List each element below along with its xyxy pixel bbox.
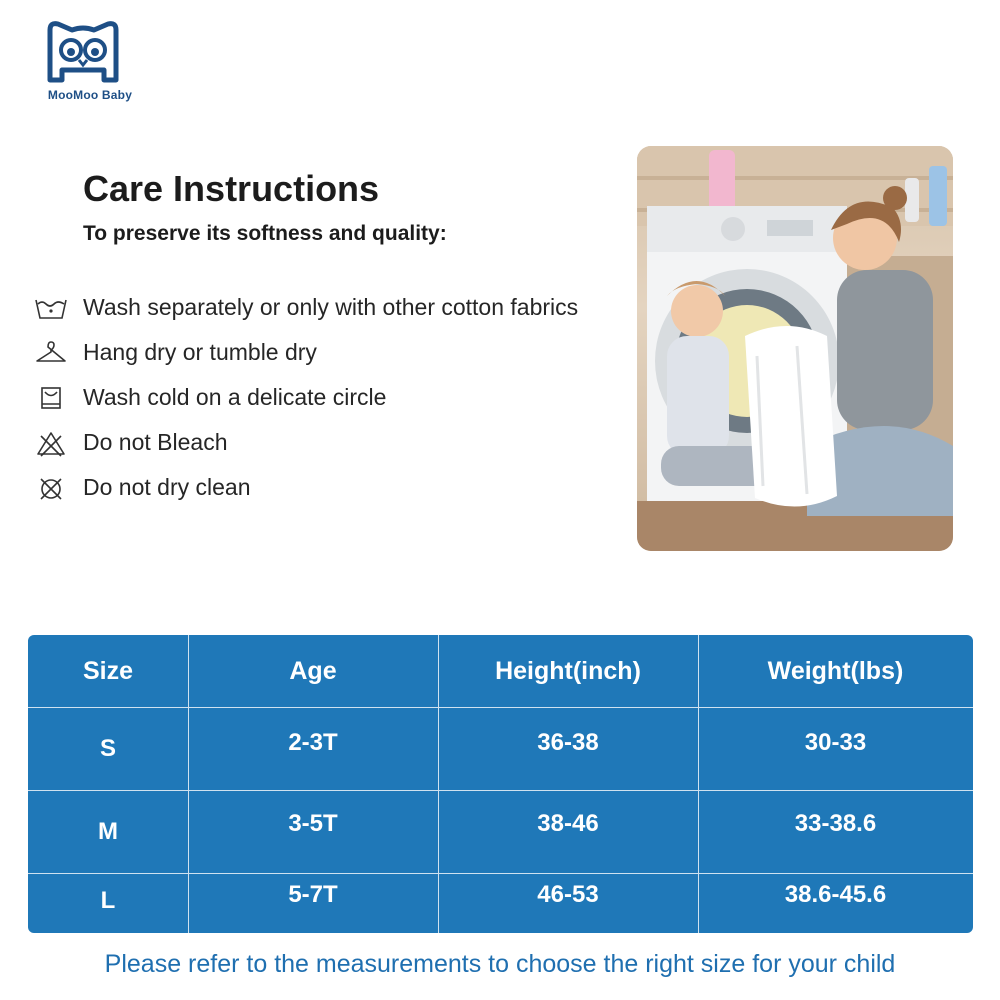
care-text: Do not Bleach (83, 429, 228, 455)
page-title: Care Instructions (83, 168, 380, 209)
brand-name: MooMoo Baby (47, 88, 133, 102)
hanger-icon (34, 339, 68, 367)
care-text: Do not dry clean (83, 474, 251, 500)
laundry-photo-illustration (637, 146, 953, 551)
table-cell-size: M (98, 818, 118, 845)
table-header-age: Age (289, 656, 337, 685)
size-chart-table (28, 635, 973, 933)
table-cell-size: S (99, 735, 116, 762)
size-note: Please refer to the measurements to choose the right size for your child (104, 950, 896, 978)
laundry-photo (637, 146, 953, 551)
table-cell-age: 2-3T (288, 729, 338, 756)
no-dry-clean-icon (34, 474, 68, 502)
table-cell-weight: 38.6-45.6 (784, 881, 887, 908)
table-cell-height: 38-46 (537, 810, 599, 837)
table-header-weight: Weight(lbs) (767, 656, 904, 685)
table-cell-weight: 33-38.6 (794, 810, 877, 837)
tumble-dry-icon (34, 384, 68, 412)
wash-tub-icon (34, 294, 68, 322)
table-header-size: Size (82, 656, 134, 685)
care-text: Hang dry or tumble dry (83, 339, 317, 365)
table-cell-weight: 30-33 (804, 729, 867, 756)
owl-logo-icon (46, 18, 120, 84)
table-cell-age: 5-7T (288, 881, 338, 908)
care-text: Wash separately or only with other cotton fabrics (83, 294, 579, 320)
table-cell-size: L (100, 887, 116, 914)
table-cell-age: 3-5T (288, 810, 338, 837)
no-bleach-icon (34, 429, 68, 457)
table-cell-height: 46-53 (537, 881, 599, 908)
care-text: Wash cold on a delicate circle (83, 384, 387, 410)
page-subtitle: To preserve its softness and quality: (83, 222, 447, 245)
table-header-height: Height(inch) (495, 656, 641, 685)
table-cell-height: 36-38 (537, 729, 599, 756)
brand-logo (40, 18, 140, 108)
